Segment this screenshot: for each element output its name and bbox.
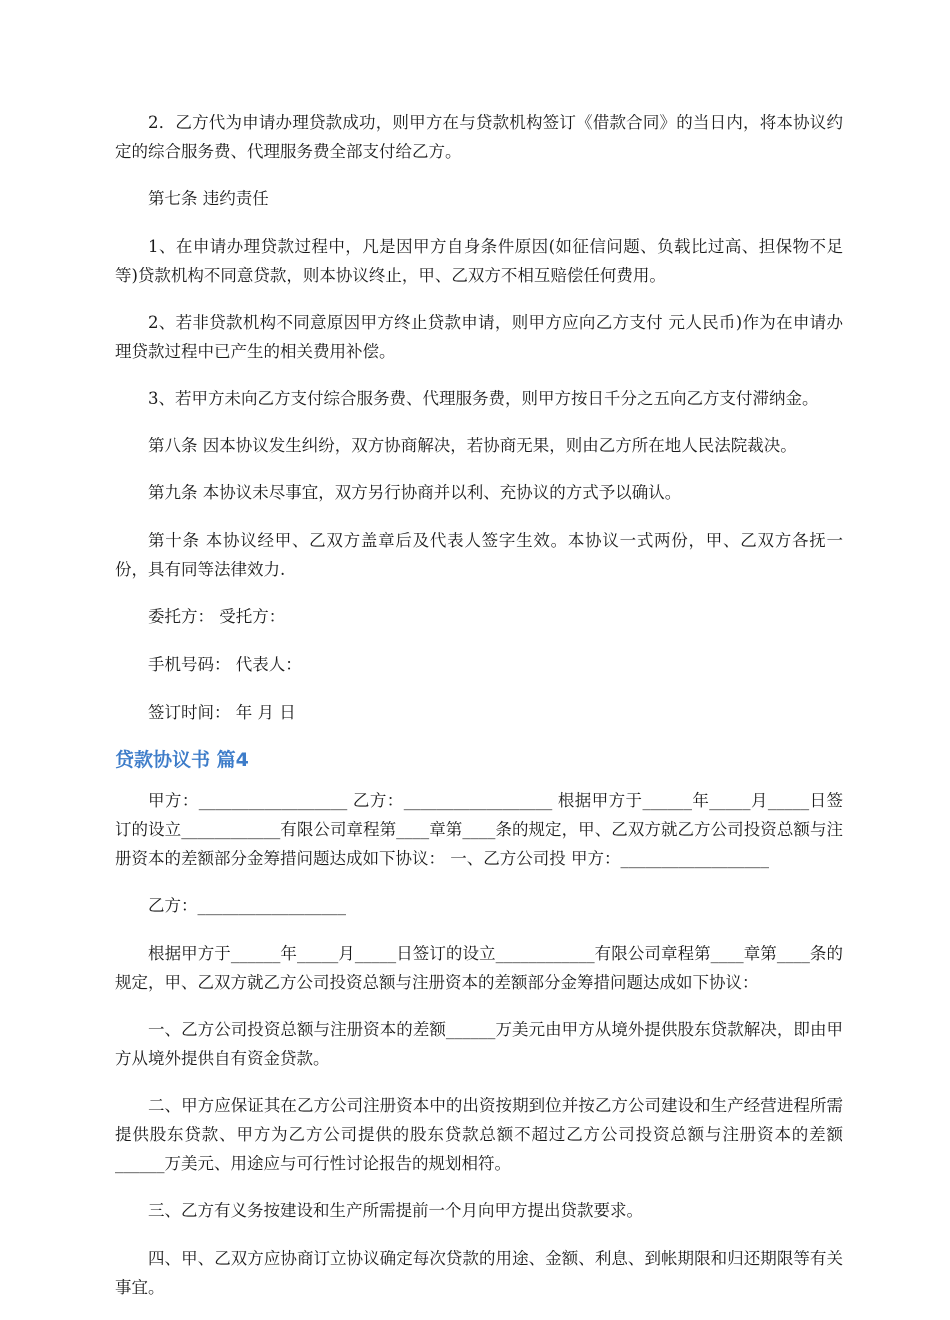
- clause-paragraph: 三、乙方有义务按建设和生产所需提前一个月向甲方提出贷款要求。: [148, 1201, 643, 1220]
- clause-paragraph: 2、若非贷款机构不同意原因甲方终止贷款申请，则甲方应向乙方支付 元人民币)作为在申请办理贷款过程中已产生的相关费用补偿。: [115, 313, 843, 361]
- party-line: 乙方：__________________: [148, 896, 346, 915]
- clause-paragraph: 一、乙方公司投资总额与注册资本的差额______万美元由甲方从境外提供股东贷款解决，即由甲方从境外提供自有资金贷款。: [115, 1020, 843, 1068]
- clause-paragraph: 1、在申请办理贷款过程中，凡是因甲方自身条件原因(如征信问题、负载比过高、担保物不足等)贷款机构不同意贷款，则本协议终止，甲、乙双方不相互赔偿任何费用。: [115, 237, 843, 285]
- clause-paragraph: 甲方：__________________ 乙方：__________________ 根据甲方于______年_____月_____日签订的设立____________有限公司章程第____章第____条的规定，甲、乙双方就乙方公司投资总额与注册资本的差额部分金筹措问题达成如下协议： 一、乙方公司投 甲方：__________________: [115, 791, 843, 868]
- clause-paragraph: 根据甲方于______年_____月_____日签订的设立____________有限公司章程第____章第____条的规定，甲、乙双方就乙方公司投资总额与注册资本的差额部分金筹措问题达成如下协议：: [115, 944, 843, 992]
- signature-parties-line: 委托方： 受托方：: [148, 607, 286, 626]
- clause-paragraph: 第九条 本协议未尽事宜，双方另行协商并以利、充协议的方式予以确认。: [148, 483, 682, 502]
- signature-contact-line: 手机号码： 代表人：: [148, 655, 302, 674]
- section-heading: 贷款协议书 篇4: [115, 749, 249, 771]
- clause-paragraph: 第八条 因本协议发生纠纷，双方协商解决，若协商无果，则由乙方所在地人民法院裁决。: [148, 436, 797, 455]
- signature-date-line: 签订时间： 年 月 日: [148, 703, 296, 722]
- clause-paragraph: 2．乙方代为申请办理贷款成功，则甲方在与贷款机构签订《借款合同》的当日内，将本协议约定的综合服务费、代理服务费全部支付给乙方。: [115, 113, 843, 161]
- clause-paragraph: 第十条 本协议经甲、乙双方盖章后及代表人签字生效。本协议一式两份，甲、乙双方各抚一份，具有同等法律效力.: [115, 531, 843, 579]
- clause-paragraph: 3、若甲方未向乙方支付综合服务费、代理服务费，则甲方按日千分之五向乙方支付滞纳金。: [148, 389, 819, 408]
- article-heading: 第七条 违约责任: [148, 189, 269, 208]
- clause-paragraph: 四、甲、乙双方应协商订立协议确定每次贷款的用途、金额、利息、到帐期限和归还期限等有关事宜。: [115, 1249, 843, 1297]
- document-page: [115, 108, 843, 1320]
- clause-paragraph: 二、甲方应保证其在乙方公司注册资本中的出资按期到位并按乙方公司建设和生产经营进程所需提供股东贷款、甲方为乙方公司提供的股东贷款总额不超过乙方公司投资总额与注册资本的差额______万美元、用途应与可行性讨论报告的规划相符。: [115, 1096, 843, 1173]
